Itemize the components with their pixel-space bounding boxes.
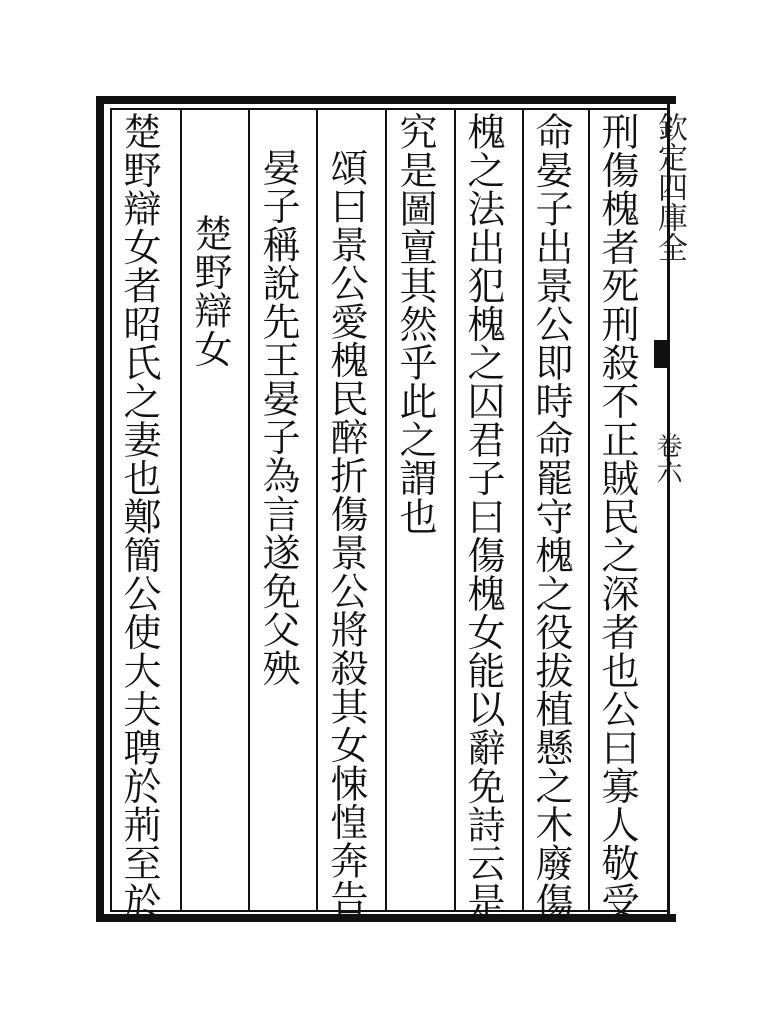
text-column-3: 槐之法出犯槐之囚君子曰傷槐女能以辭免詩云是 xyxy=(461,112,505,921)
edge-juan-text: 卷六 xyxy=(652,432,682,484)
edge-rule xyxy=(667,96,670,922)
text-column-2: 命晏子出景公即時命罷守槐之役拔植懸之木廢傷 xyxy=(529,112,573,921)
column-rule xyxy=(588,108,590,912)
column-rule xyxy=(248,108,250,912)
column-rule xyxy=(454,108,456,912)
edge-header-text: 欽定四庫全 xyxy=(652,112,687,262)
section-title: 楚野辯女 xyxy=(188,214,232,368)
text-column-5: 頌曰景公愛槐民醉折傷景公將殺其女悚惶奔告 xyxy=(324,148,368,918)
column-rule xyxy=(316,108,318,912)
text-column-6: 晏子稱說先王晏子為言遂免父殃 xyxy=(256,148,300,687)
column-rule xyxy=(180,108,182,912)
text-column-1: 刑傷槐者死刑殺不正賊民之深者也公曰寡人敬受 xyxy=(595,112,639,921)
text-column-4: 究是圖亶其然乎此之謂也 xyxy=(393,112,437,536)
column-rule xyxy=(522,108,524,912)
column-rule xyxy=(385,108,387,912)
text-column-8: 楚野辯女者昭氏之妻也鄭簡公使大夫聘於荊至於 xyxy=(117,112,161,921)
